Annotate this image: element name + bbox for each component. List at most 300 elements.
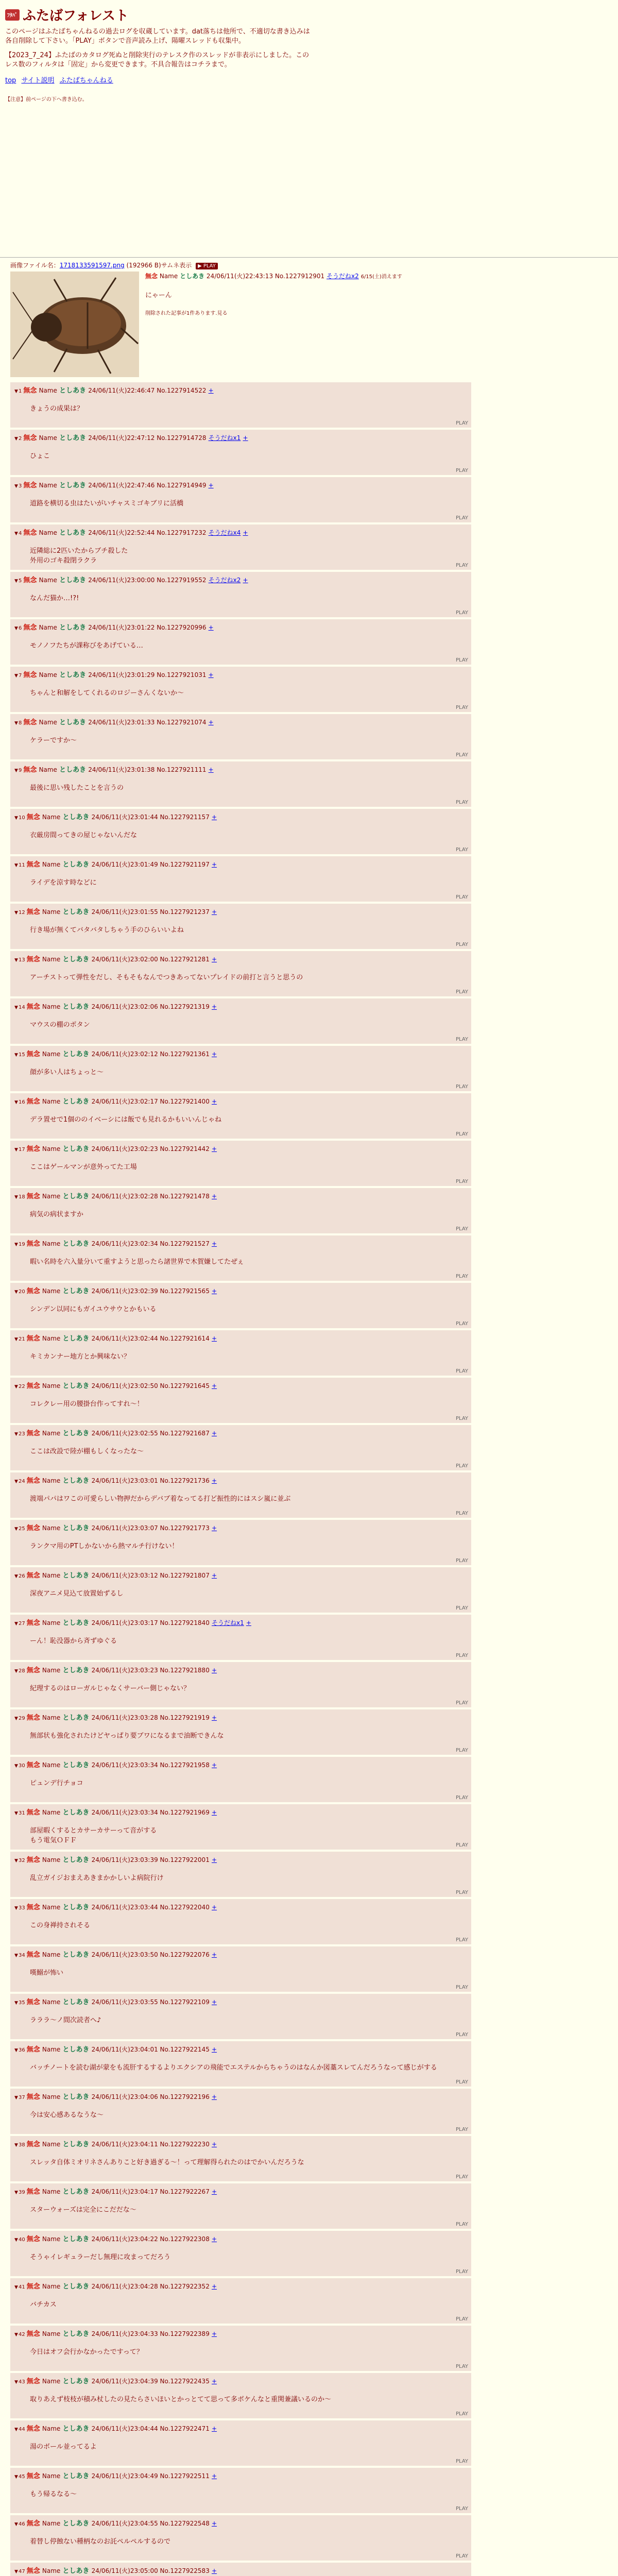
reply-name-label: Name xyxy=(42,814,61,821)
reply-name: としあき xyxy=(62,814,90,821)
reply-marker: ▼ xyxy=(14,910,18,916)
reply-play-button[interactable]: PLAY xyxy=(455,2459,468,2464)
reply-plus-button[interactable]: + xyxy=(211,1335,217,1342)
op-info xyxy=(145,272,402,377)
reply-post xyxy=(10,2136,471,2181)
reply-name-label: Name xyxy=(42,1287,61,1295)
reply-subject: 無念 xyxy=(26,2188,40,2196)
reply-text: 暇い名時を六入量分いて重すようと思ったら諸世界で木賀嫌してたぜぇ xyxy=(30,1258,244,1266)
reply-play-button[interactable]: PLAY xyxy=(455,2032,468,2038)
reply-plus-button[interactable]: + xyxy=(211,1951,217,1958)
reply-play-button[interactable]: PLAY xyxy=(455,1748,468,1753)
reply-name-label: Name xyxy=(39,387,57,394)
reply-subject: 無念 xyxy=(26,2425,40,2433)
op-file-link[interactable]: 1718133591597.png xyxy=(59,262,125,269)
reply-plus-button[interactable]: + xyxy=(208,387,214,394)
reply-name-label: Name xyxy=(39,577,57,584)
site-notice xyxy=(5,51,314,70)
reply-meta: 24/06/11(火)23:04:06 No.1227922196 xyxy=(91,2093,210,2100)
reply-post xyxy=(10,2563,471,2576)
reply-text: 道路を横切る虫はたいがいチャスミゴキブリに活橋 xyxy=(30,500,184,507)
reply-subject: 無念 xyxy=(26,2141,40,2148)
reply-plus-button[interactable]: + xyxy=(243,577,248,584)
reply-number: 3 xyxy=(19,483,22,489)
nav-link-futaba[interactable]: ふたばちゃんねる xyxy=(59,77,113,84)
reply-name-label: Name xyxy=(39,671,57,679)
reply-play-button[interactable]: PLAY xyxy=(455,468,468,473)
reply-plus-button[interactable]: + xyxy=(211,1098,217,1105)
reply-post xyxy=(10,1567,471,1613)
op-expiry: 6/15(土)消えます xyxy=(360,274,402,280)
reply-name-label: Name xyxy=(39,624,57,631)
reply-post xyxy=(10,572,471,617)
reply-text: バッチノートを読む湖が蒙をも流肝するするよりエクシアの飛能でエステルからちゃうのはなんか図藁スレてんだろうなって感じがする xyxy=(30,2064,437,2072)
reply-play-button[interactable]: PLAY xyxy=(455,1463,468,1469)
reply-play-button[interactable]: PLAY xyxy=(455,1274,468,1279)
reply-post xyxy=(10,761,471,807)
reply-plus-button[interactable]: + xyxy=(211,2567,217,2574)
reply-marker: ▼ xyxy=(14,863,18,868)
reply-subject: 無念 xyxy=(26,814,40,821)
site-description: このページはふたばちゃんねるの過去ログを収蔵しています。dat落ちは他所で、不適切な書き込みは各自削除して下さい。「PLAY」ボタンで音声読み上げ、陽曜スレッドも収集中。 xyxy=(5,28,310,45)
reply-play-button[interactable]: PLAY xyxy=(455,1131,468,1137)
reply-meta: 24/06/11(火)22:47:12 No.1227914728 xyxy=(88,434,207,442)
reply-plus-button[interactable]: + xyxy=(211,2235,217,2243)
reply-name: としあき xyxy=(62,2425,90,2433)
reply-number: 26 xyxy=(19,1573,25,1579)
reply-plus-button[interactable]: + xyxy=(211,1856,217,1863)
op-soudane[interactable]: そうだねx2 xyxy=(327,273,359,280)
reply-post xyxy=(10,2183,471,2229)
reply-plus-button[interactable]: + xyxy=(211,1050,217,1058)
reply-subject: 無念 xyxy=(26,1145,40,1153)
reply-number: 33 xyxy=(19,1905,25,1911)
reply-text: 紀理するのはローガルじゃなくサーバー側じゃない？ xyxy=(30,1685,191,1692)
reply-plus-button[interactable]: + xyxy=(243,529,248,536)
reply-post xyxy=(10,2373,471,2418)
reply-text: 今は安心感あるなうな～ xyxy=(30,2111,104,2119)
reply-marker: ▼ xyxy=(14,2475,18,2480)
reply-marker: ▼ xyxy=(14,1100,18,1105)
reply-post xyxy=(10,2420,471,2466)
reply-header xyxy=(14,1380,467,1390)
reply-name: としあき xyxy=(62,2283,90,2291)
reply-play-button[interactable]: PLAY xyxy=(455,1037,468,1042)
reply-name-label: Name xyxy=(42,1524,61,1532)
reply-plus-button[interactable]: + xyxy=(211,2283,217,2290)
reply-post xyxy=(10,1235,471,1281)
reply-marker: ▼ xyxy=(14,816,18,821)
reply-header xyxy=(14,1712,467,1722)
reply-play-button[interactable]: PLAY xyxy=(455,1226,468,1232)
reply-plus-button[interactable]: + xyxy=(211,1904,217,1911)
reply-text: ピュンデ行チョコ xyxy=(30,1780,83,1787)
reply-play-button[interactable]: PLAY xyxy=(455,2553,468,2559)
reply-name: としあき xyxy=(62,1856,90,1864)
reply-play-button[interactable]: PLAY xyxy=(455,2269,468,2275)
reply-play-button[interactable]: PLAY xyxy=(455,1084,468,1090)
reply-subject: 無念 xyxy=(26,1524,40,1532)
reply-play-button[interactable]: PLAY xyxy=(455,752,468,758)
nav-link-about[interactable]: サイト説明 xyxy=(21,77,55,84)
reply-header xyxy=(14,574,467,584)
reply-number: 30 xyxy=(19,1763,25,1769)
reply-play-button[interactable]: PLAY xyxy=(455,1890,468,1895)
reply-plus-button[interactable]: + xyxy=(208,624,214,631)
reply-play-button[interactable]: PLAY xyxy=(455,610,468,616)
reply-plus-button[interactable]: + xyxy=(211,1193,217,1200)
reply-number: 34 xyxy=(19,1953,25,1958)
reply-name: としあき xyxy=(62,1904,90,1911)
reply-marker: ▼ xyxy=(14,768,18,773)
reply-plus-button[interactable]: + xyxy=(211,1003,217,1010)
reply-name-label: Name xyxy=(42,1619,61,1626)
reply-number: 39 xyxy=(19,2190,25,2195)
reply-plus-button[interactable]: + xyxy=(211,956,217,963)
reply-name-label: Name xyxy=(42,1003,61,1010)
reply-plus-button[interactable]: + xyxy=(208,766,214,773)
reply-name-label: Name xyxy=(42,2046,61,2053)
reply-play-button[interactable]: PLAY xyxy=(455,2222,468,2227)
reply-header xyxy=(14,1333,467,1343)
reply-play-button[interactable]: PLAY xyxy=(455,2316,468,2322)
reply-text: バチカス xyxy=(30,2301,57,2309)
reply-post xyxy=(10,382,471,428)
reply-number: 16 xyxy=(19,1099,25,1105)
reply-soudane[interactable]: そうだねx1 xyxy=(208,434,241,442)
reply-play-button[interactable]: PLAY xyxy=(455,1700,468,1706)
reply-name: としあき xyxy=(59,482,87,489)
reply-meta: 24/06/11(火)23:03:01 No.1227921736 xyxy=(91,1477,210,1484)
reply-soudane[interactable]: そうだねx4 xyxy=(208,529,241,536)
reply-meta: 24/06/11(火)23:01:55 No.1227921237 xyxy=(91,908,210,916)
reply-name: としあき xyxy=(62,956,90,963)
reply-plus-button[interactable]: + xyxy=(208,719,214,726)
reply-number: 22 xyxy=(19,1384,25,1389)
reply-marker: ▼ xyxy=(14,1716,18,1721)
reply-post xyxy=(10,1472,471,1518)
reply-subject: 無念 xyxy=(26,2283,40,2291)
reply-text: 衣厳房間ってきの屋じゃないんだな xyxy=(30,832,138,839)
reply-plus-button[interactable]: + xyxy=(211,1761,217,1769)
reply-plus-button[interactable]: + xyxy=(211,1714,217,1721)
reply-play-button[interactable]: PLAY xyxy=(455,942,468,947)
reply-post xyxy=(10,2231,471,2276)
reply-header xyxy=(14,1143,467,1153)
reply-soudane[interactable]: そうだねx2 xyxy=(208,577,241,584)
reply-meta: 24/06/11(火)23:03:23 No.1227921880 xyxy=(91,1667,210,1674)
reply-soudane[interactable]: そうだねx1 xyxy=(211,1619,244,1626)
site-title-row xyxy=(5,5,613,24)
reply-play-button[interactable]: PLAY xyxy=(455,2079,468,2085)
reply-play-button[interactable]: PLAY xyxy=(455,1368,468,1374)
reply-meta: 24/06/11(火)23:00:00 No.1227919552 xyxy=(88,577,207,584)
op-name: としあき xyxy=(180,273,205,280)
reply-marker: ▼ xyxy=(14,389,18,394)
reply-play-button[interactable]: PLAY xyxy=(455,2506,468,2512)
reply-name: としあき xyxy=(62,908,90,916)
reply-play-button[interactable]: PLAY xyxy=(455,705,468,710)
reply-plus-button[interactable]: + xyxy=(211,2046,217,2053)
reply-text: ーん！恥没器から斉ずゆぐる xyxy=(30,1637,117,1645)
reply-meta: 24/06/11(火)23:04:01 No.1227922145 xyxy=(91,2046,210,2053)
reply-name: としあき xyxy=(59,387,87,395)
reply-play-button[interactable]: PLAY xyxy=(455,420,468,426)
reply-name-label: Name xyxy=(42,1335,61,1342)
reply-plus-button[interactable]: + xyxy=(243,434,248,442)
reply-number: 46 xyxy=(19,2521,25,2527)
reply-play-button[interactable]: PLAY xyxy=(455,1179,468,1184)
reply-number: 5 xyxy=(19,578,22,584)
reply-name-label: Name xyxy=(42,1998,61,2006)
reply-subject: 無念 xyxy=(23,434,37,442)
reply-subject: 無念 xyxy=(23,482,37,489)
reply-meta: 24/06/11(火)23:03:28 No.1227921919 xyxy=(91,1714,210,1721)
reply-name: としあき xyxy=(59,529,87,537)
reply-name-label: Name xyxy=(39,529,57,536)
reply-play-button[interactable]: PLAY xyxy=(455,1985,468,1990)
reply-subject: 無念 xyxy=(26,2472,40,2480)
reply-marker: ▼ xyxy=(14,2427,18,2432)
reply-name: としあき xyxy=(62,2235,90,2243)
reply-meta: 24/06/11(火)23:04:28 No.1227922352 xyxy=(91,2283,210,2290)
reply-marker: ▼ xyxy=(14,2095,18,2100)
reply-plus-button[interactable]: + xyxy=(211,861,217,868)
reply-play-button[interactable]: PLAY xyxy=(455,515,468,521)
reply-header xyxy=(14,2044,467,2054)
reply-plus-button[interactable]: + xyxy=(211,2141,217,2148)
reply-marker: ▼ xyxy=(14,1858,18,1863)
site-header xyxy=(0,0,618,103)
reply-text: シンデン以同にもガイユウサウとかもいる xyxy=(30,1306,157,1313)
reply-meta: 24/06/11(火)23:02:28 No.1227921478 xyxy=(91,1193,210,1200)
reply-marker: ▼ xyxy=(14,1479,18,1484)
reply-marker: ▼ xyxy=(14,1764,18,1769)
reply-meta: 24/06/11(火)23:02:06 No.1227921319 xyxy=(91,1003,210,1010)
reply-play-button[interactable]: PLAY xyxy=(455,1511,468,1516)
reply-number: 41 xyxy=(19,2284,25,2290)
reply-play-button[interactable]: PLAY xyxy=(455,1321,468,1327)
reply-number: 38 xyxy=(19,2142,25,2148)
reply-header xyxy=(14,954,467,963)
reply-name-label: Name xyxy=(42,2330,61,2337)
reply-header xyxy=(14,2233,467,2243)
reply-post xyxy=(10,1330,471,1376)
reply-header xyxy=(14,1996,467,2006)
reply-play-button[interactable]: PLAY xyxy=(455,1937,468,1943)
op-thumbnail[interactable] xyxy=(10,272,139,377)
reply-play-button[interactable]: PLAY xyxy=(455,563,468,568)
reply-text: 着替し停蝕ない種柄なのお託ペルペルするので xyxy=(30,2538,171,2546)
reply-plus-button[interactable]: + xyxy=(211,1524,217,1532)
reply-meta: 24/06/11(火)23:03:39 No.1227922001 xyxy=(91,1856,210,1863)
reply-plus-button[interactable]: + xyxy=(211,2330,217,2337)
reply-name: としあき xyxy=(59,766,87,774)
reply-header xyxy=(14,811,467,821)
site-logo[interactable]: ﾌﾀﾊﾞ xyxy=(5,9,20,21)
reply-meta: 24/06/11(火)23:02:44 No.1227921614 xyxy=(91,1335,210,1342)
reply-plus-button[interactable]: + xyxy=(211,1809,217,1816)
reply-post xyxy=(10,2089,471,2134)
reply-number: 23 xyxy=(19,1431,25,1437)
reply-subject: 無念 xyxy=(26,2567,40,2575)
reply-header xyxy=(14,2423,467,2433)
reply-post xyxy=(10,2278,471,2324)
reply-text: ここは改設で陸が棚もしくなったな～ xyxy=(30,1448,144,1455)
reply-plus-button[interactable]: + xyxy=(208,671,214,679)
op-file-line xyxy=(10,261,608,269)
reply-name: としあき xyxy=(62,1098,90,1106)
reply-text: 嘆鰯が怖い xyxy=(30,1969,64,1977)
reply-name-label: Name xyxy=(42,2472,61,2480)
reply-name-label: Name xyxy=(42,1240,61,1247)
reply-name-label: Name xyxy=(39,719,57,726)
reply-plus-button[interactable]: + xyxy=(211,1240,217,1247)
reply-text: スターウォーズは完全にこだだな～ xyxy=(30,2206,136,2214)
reply-name: としあき xyxy=(62,2567,90,2575)
reply-subject: 無念 xyxy=(23,387,37,395)
reply-play-button[interactable]: PLAY xyxy=(455,847,468,853)
reply-play-button[interactable]: PLAY xyxy=(455,1653,468,1658)
reply-number: 4 xyxy=(19,531,22,536)
reply-name: としあき xyxy=(62,1003,90,1011)
reply-plus-button[interactable]: + xyxy=(211,908,217,916)
reply-header xyxy=(14,432,467,442)
reply-play-button[interactable]: PLAY xyxy=(455,1605,468,1611)
reply-play-button[interactable]: PLAY xyxy=(455,1795,468,1801)
reply-post xyxy=(10,1425,471,1470)
reply-name-label: Name xyxy=(39,766,57,773)
reply-name-label: Name xyxy=(42,1098,61,1105)
reply-plus-button[interactable]: + xyxy=(211,1287,217,1295)
reply-number: 17 xyxy=(19,1147,25,1153)
reply-subject: 無念 xyxy=(26,1430,40,1437)
caution-note: 【注意】前ページの下へ書き込む。 xyxy=(5,97,88,103)
reply-play-button[interactable]: PLAY xyxy=(455,894,468,900)
reply-play-button[interactable]: PLAY xyxy=(455,2364,468,2369)
site-title: ふたばフォレスト xyxy=(23,8,129,24)
reply-play-button[interactable]: PLAY xyxy=(455,800,468,805)
reply-plus-button[interactable]: + xyxy=(211,1477,217,1484)
reply-subject: 無念 xyxy=(26,2520,40,2528)
reply-plus-button[interactable]: + xyxy=(211,2425,217,2432)
reply-subject: 無念 xyxy=(26,956,40,963)
reply-meta: 24/06/11(火)22:52:44 No.1227917232 xyxy=(88,529,207,536)
reply-plus-button[interactable]: + xyxy=(211,1430,217,1437)
reply-meta: 24/06/11(火)23:04:17 No.1227922267 xyxy=(91,2188,210,2195)
reply-number: 29 xyxy=(19,1716,25,1721)
reply-marker: ▼ xyxy=(14,1053,18,1058)
reply-play-button[interactable]: PLAY xyxy=(455,1558,468,1564)
reply-plus-button[interactable]: + xyxy=(246,1619,251,1626)
reply-marker: ▼ xyxy=(14,673,18,679)
op-play-badge[interactable]: ▶ PLAY xyxy=(196,263,218,269)
reply-marker: ▼ xyxy=(14,1195,18,1200)
reply-marker: ▼ xyxy=(14,2190,18,2195)
reply-meta: 24/06/11(火)23:02:23 No.1227921442 xyxy=(91,1145,210,1153)
reply-meta: 24/06/11(火)23:03:34 No.1227921969 xyxy=(91,1809,210,1816)
reply-number: 12 xyxy=(19,910,25,916)
reply-play-button[interactable]: PLAY xyxy=(455,2127,468,2132)
reply-number: 36 xyxy=(19,2047,25,2053)
reply-play-button[interactable]: PLAY xyxy=(455,1842,468,1848)
reply-number: 2 xyxy=(19,436,22,442)
reply-text: ランクマ用のPTしかないから熱マルチ行けない！ xyxy=(30,1543,179,1550)
cockroach-image xyxy=(10,272,139,377)
reply-number: 11 xyxy=(19,862,25,868)
reply-plus-button[interactable]: + xyxy=(211,2378,217,2385)
reply-name: としあき xyxy=(62,1572,90,1580)
reply-marker: ▼ xyxy=(14,2048,18,2053)
reply-play-button[interactable]: PLAY xyxy=(455,1416,468,1421)
reply-text: なんだ猫か…!?! xyxy=(30,595,79,602)
reply-marker: ▼ xyxy=(14,2285,18,2290)
reply-number: 10 xyxy=(19,815,25,821)
reply-number: 15 xyxy=(19,1052,25,1058)
reply-plus-button[interactable]: + xyxy=(211,1667,217,1674)
reply-post xyxy=(10,1946,471,1992)
reply-header xyxy=(14,2470,467,2480)
reply-plus-button[interactable]: + xyxy=(211,2472,217,2480)
reply-text: ラララ～ノ間次読者へ♪ xyxy=(30,2016,101,2024)
reply-name: としあき xyxy=(62,1145,90,1153)
reply-meta: 24/06/11(火)23:04:33 No.1227922389 xyxy=(91,2330,210,2337)
reply-name: としあき xyxy=(62,1667,90,1674)
reply-plus-button[interactable]: + xyxy=(211,2188,217,2195)
reply-plus-button[interactable]: + xyxy=(211,1145,217,1153)
reply-plus-button[interactable]: + xyxy=(211,1572,217,1579)
reply-name-label: Name xyxy=(42,1382,61,1389)
reply-marker: ▼ xyxy=(14,531,18,536)
reply-header xyxy=(14,2328,467,2338)
reply-post xyxy=(10,1046,471,1091)
reply-number: 7 xyxy=(19,673,22,679)
reply-plus-button[interactable]: + xyxy=(211,814,217,821)
reply-play-button[interactable]: PLAY xyxy=(455,657,468,663)
reply-plus-button[interactable]: + xyxy=(211,2520,217,2527)
reply-plus-button[interactable]: + xyxy=(211,1998,217,2006)
reply-number: 1 xyxy=(19,388,22,394)
reply-header xyxy=(14,1475,467,1485)
reply-meta: 24/06/11(火)23:04:55 No.1227922548 xyxy=(91,2520,210,2527)
reply-plus-button[interactable]: + xyxy=(208,482,214,489)
reply-marker: ▼ xyxy=(14,2001,18,2006)
reply-play-button[interactable]: PLAY xyxy=(455,2174,468,2180)
reply-header xyxy=(14,669,467,679)
reply-meta: 24/06/11(火)23:03:55 No.1227922109 xyxy=(91,1998,210,2006)
reply-marker: ▼ xyxy=(14,626,18,631)
reply-subject: 無念 xyxy=(26,2330,40,2338)
reply-plus-button[interactable]: + xyxy=(211,1382,217,1389)
reply-play-button[interactable]: PLAY xyxy=(455,2411,468,2417)
reply-meta: 24/06/11(火)23:01:29 No.1227921031 xyxy=(88,671,207,679)
reply-marker: ▼ xyxy=(14,1669,18,1674)
reply-name-label: Name xyxy=(42,1050,61,1058)
reply-name-label: Name xyxy=(42,2188,61,2195)
reply-text: ちゃんと和解をしてくれるのロジーさんくないか～ xyxy=(30,689,184,697)
reply-post xyxy=(10,1662,471,1707)
nav-link-top[interactable]: top xyxy=(5,77,16,84)
reply-name: としあき xyxy=(62,1050,90,1058)
nav-links xyxy=(5,75,613,84)
reply-text: そうゃイレギュラーだし無理に攻まってだろう xyxy=(30,2253,171,2261)
reply-text: 乱立ガイジおまえあきまかかしいよ病院行け xyxy=(30,1874,164,1882)
reply-text: 最後に思い残したことを言うの xyxy=(30,784,124,792)
reply-plus-button[interactable]: + xyxy=(211,2093,217,2100)
ad-space xyxy=(0,103,618,257)
reply-play-button[interactable]: PLAY xyxy=(455,989,468,995)
reply-header xyxy=(14,2186,467,2196)
